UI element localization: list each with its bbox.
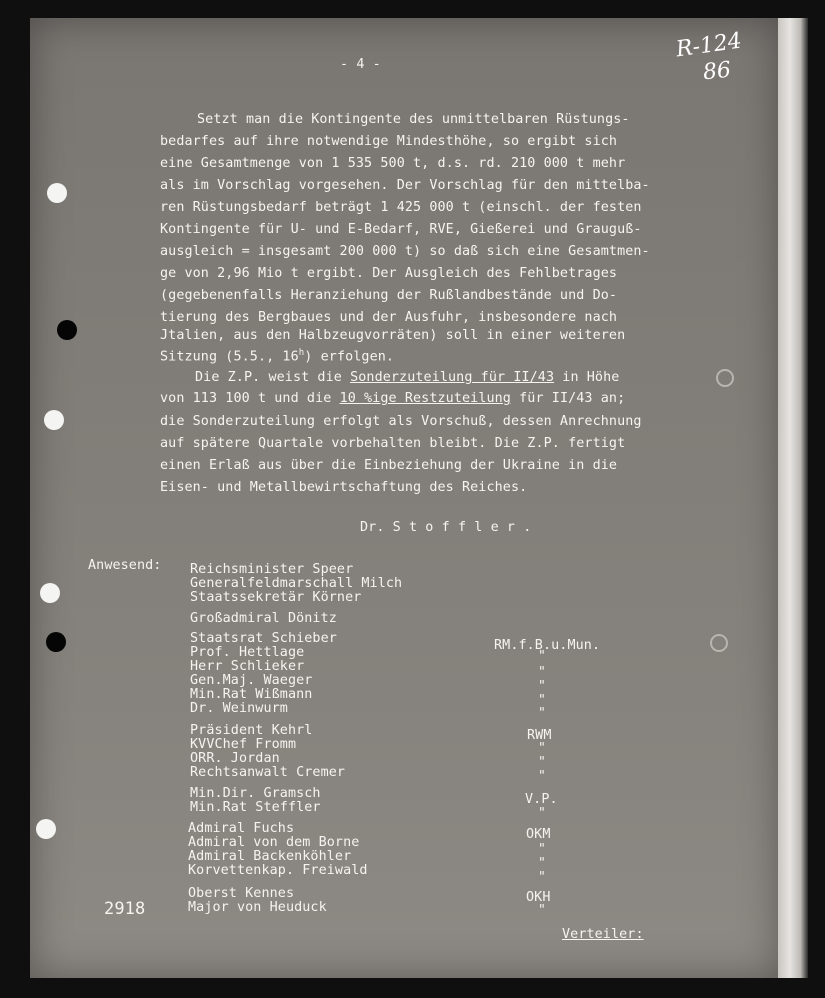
text-line: einen Erlaß aus über die Einbeziehung der Ukraine in die [160,458,618,473]
ditto-mark: " [538,806,546,821]
text-line: die Sonderzuteilung erfolgt als Vorschuß, dessen Anrechnung [160,414,642,429]
attendee: Admiral Backenköhler [188,849,352,864]
punch-hole [46,632,66,652]
text-line: Setzt man die Kontingente des unmittelbaren Rüstungs- [197,112,630,127]
organization-label: OKM [526,827,551,842]
ditto-mark: " [538,903,546,918]
document-number: 2918 [104,899,146,919]
organization-label: RWM [527,728,552,743]
ditto-mark: " [538,755,546,770]
attendee: Oberst Kennes [188,886,295,901]
attendee: Min.Rat Wißmann [190,687,313,702]
text-line: (gegebenenfalls Heranziehung der Rußlandbestände und Do- [160,288,618,303]
text-line: ausgleich = insgesamt 200 000 t) so daß sich eine Gesamtmen- [160,244,650,259]
attendee: Präsident Kehrl [190,723,313,738]
text-line: Eisen- und Metallbewirtschaftung des Reiches. [160,480,528,495]
archive-mark-number: 86 [701,57,733,86]
attendee: Großadmiral Dönitz [190,611,337,626]
text-line: als im Vorschlag vorgesehen. Der Vorschlag für den mittelba- [160,178,650,193]
attendee: Major von Heuduck [188,900,327,915]
attendee: ORR. Jordan [190,751,280,766]
punch-hole [57,320,77,340]
text-line: tierung des Bergbaues und der Ausfuhr, insbesondere nach [160,310,618,325]
page-number: - 4 - [340,57,381,72]
text-line: ge von 2,96 Mio t ergibt. Der Ausgleich des Fehlbetrages [160,266,618,281]
page-edge [778,18,808,978]
attendee: Admiral von dem Borne [188,835,360,850]
text-line: Die Z.P. weist die Sonderzuteilung für II/43 in Höhe [195,370,620,385]
text-line: auf spätere Quartale vorbehalten bleibt. Die Z.P. fertigt [160,436,626,451]
attendee: Generalfeldmarschall Milch [190,576,403,591]
attendee: KVVChef Fromm [190,737,297,752]
text-line: Sitzung (5.5., 16$^h$) erfolgen. [160,348,395,365]
attendee: Min.Dir. Gramsch [190,786,321,801]
archive-mark: R-124 [674,28,744,63]
ditto-mark: " [538,741,546,756]
organization-label: OKH [526,890,551,905]
punch-hole [710,634,728,652]
signature: Dr. S t o f f l e r . [360,520,532,535]
text-line: eine Gesamtmenge von 1 535 500 t, d.s. rd. 210 000 t mehr [160,156,626,171]
text-line: von 113 100 t und die 10 %ige Restzuteilung für II/43 an; [160,391,626,406]
attendee: Korvettenkap. Freiwald [188,863,368,878]
ditto-mark: " [538,706,546,721]
text-line: bedarfes auf ihre notwendige Mindesthöhe, so ergibt sich [160,134,618,149]
attendee: Reichsminister Speer [190,562,354,577]
ditto-mark: " [538,856,546,871]
attendee: Gen.Maj. Waeger [190,673,313,688]
attendee: Herr Schlieker [190,659,305,674]
attendee: Min.Rat Steffler [190,800,321,815]
punch-hole [44,410,64,430]
ditto-mark: " [538,665,546,680]
distribution-label: Verteiler: [562,927,644,942]
attendee: Staatssekretär Körner [190,590,362,605]
ditto-mark: " [538,769,546,784]
text-line: ren Rüstungsbedarf beträgt 1 425 000 t (einschl. der festen [160,200,642,215]
ditto-mark: " [538,649,546,664]
punch-hole [716,369,734,387]
attendee: Dr. Weinwurm [190,701,288,716]
punch-hole [47,183,67,203]
attendee: Rechtsanwalt Cremer [190,765,346,780]
ditto-mark: " [538,693,546,708]
organization-label: V.P. [525,792,558,807]
text-line: Kontingente für U- und E-Bedarf, RVE, Gießerei und Grauguß- [160,222,642,237]
ditto-mark: " [538,870,546,885]
organization-label: RM.f.B.u.Mun. [494,638,601,653]
punch-hole [36,819,56,839]
attendee: Prof. Hettlage [190,645,305,660]
attendee: Admiral Fuchs [188,821,295,836]
ditto-mark: " [538,679,546,694]
punch-hole [40,583,60,603]
text-line: Jtalien, aus den Halbzeugvorräten) soll in einer weiteren [160,328,626,343]
attendee: Staatsrat Schieber [190,631,337,646]
ditto-mark: " [538,842,546,857]
attendance-label: Anwesend: [88,558,162,573]
